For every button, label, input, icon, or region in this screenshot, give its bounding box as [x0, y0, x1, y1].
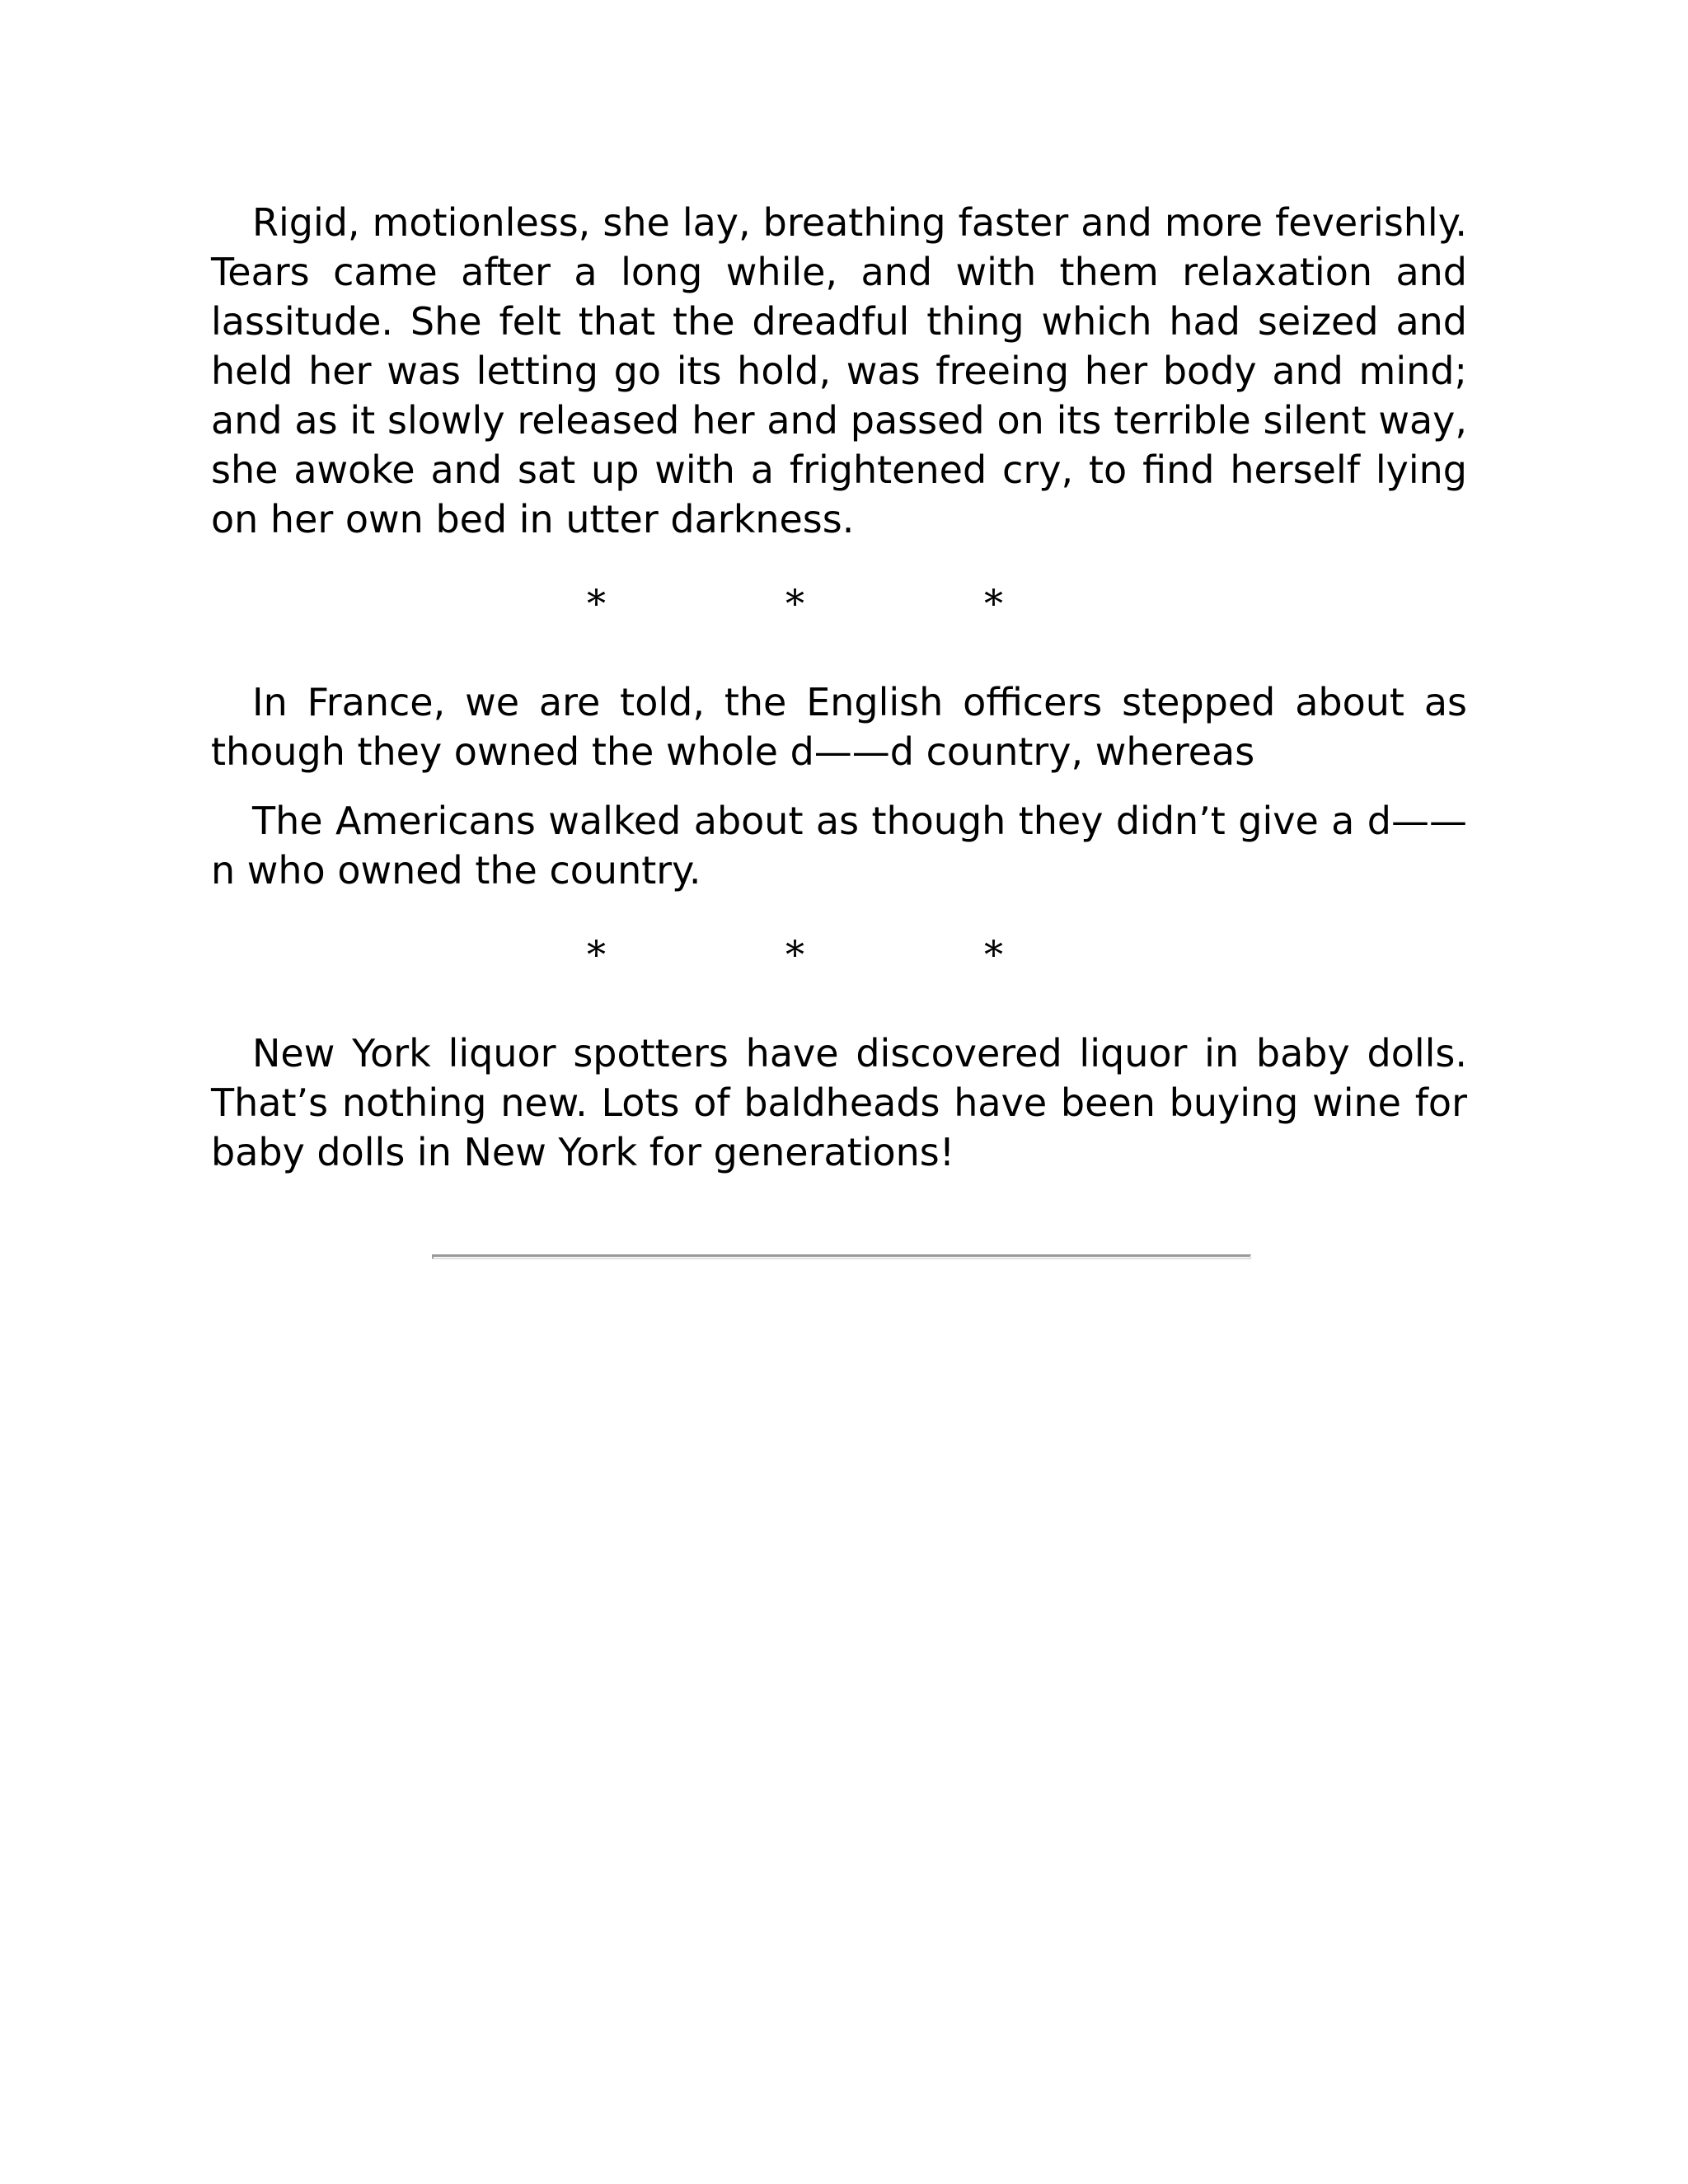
- page-content: [211, 198, 1467, 1177]
- asterisk: *: [587, 932, 606, 977]
- paragraph-rigid-motionless: Rigid, motionless, she lay, breathing faster and more feverishly. Tears came after a long while, and with them relaxation and lassitude. She felt that the dreadful thing which had seized and held her was letting go its hold, was freeing her body and mind; and as it slowly released her and passed on its terrible silent way, she awoke and sat up with a frightened cry, to find herself lying on her own bed in utter darkness.: [211, 200, 1467, 541]
- asterisk: *: [785, 932, 804, 977]
- section-break: [211, 930, 1467, 979]
- asterisk: *: [984, 932, 1003, 977]
- section-break: [211, 579, 1467, 628]
- paragraph-americans: The Americans walked about as though they didn’t give a d——n who owned the country.: [211, 799, 1467, 893]
- horizontal-rule: [432, 1254, 1251, 1259]
- asterisk: *: [587, 581, 606, 626]
- paragraph-in-france: In France, we are told, the English officers stepped about as though they owned the whole d——d country, whereas: [211, 680, 1467, 774]
- paragraph-new-york-liquor: New York liquor spotters have discovered liquor in baby dolls. That’s nothing new. Lots of baldheads have been buying wine for baby dolls in New York for generations!: [211, 1031, 1467, 1174]
- asterisk: *: [984, 581, 1003, 626]
- asterisk: *: [785, 581, 804, 626]
